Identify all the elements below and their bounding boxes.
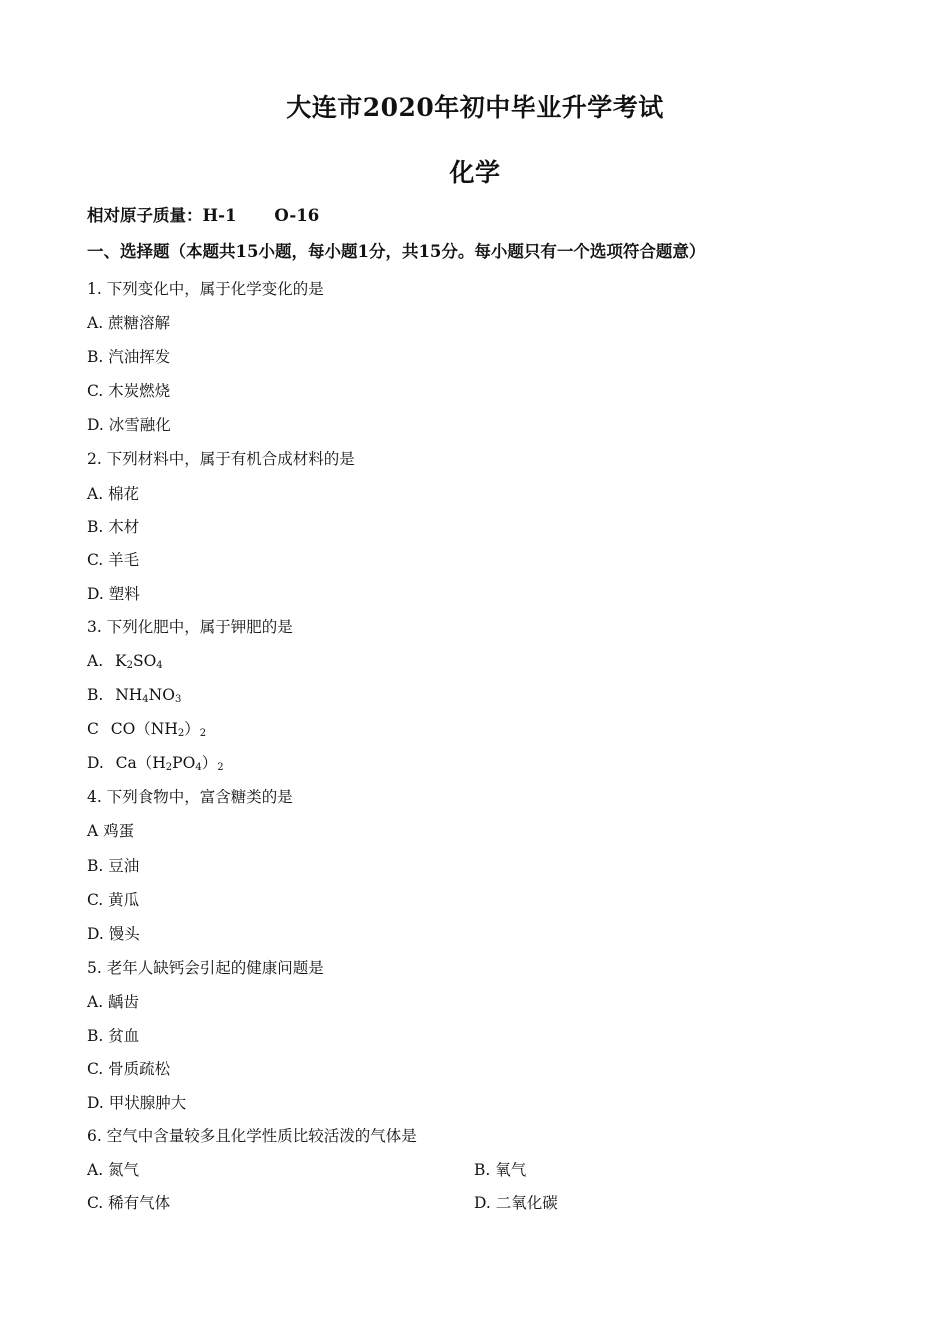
formula-subscript: 4 [142, 694, 149, 705]
question-1-option-a: A. 蔗糖溶解 [87, 314, 171, 332]
formula-part: K [114, 652, 127, 670]
formula-part: CO（NH [110, 720, 178, 738]
question-5-option-a: A. 龋齿 [87, 993, 140, 1011]
exam-title: 大连市2020年初中毕业升学考试 [286, 93, 664, 122]
question-1-option-c: C. 木炭燃烧 [87, 382, 171, 400]
question-6-stem: 6. 空气中含量较多且化学性质比较活泼的气体是 [87, 1127, 417, 1145]
formula-subscript: 2 [199, 728, 207, 739]
formula-part: SO [132, 652, 157, 670]
formula-part: PO [172, 754, 196, 772]
question-3-option-a [87, 651, 163, 671]
question-6-option-c: C. 稀有气体 [87, 1194, 171, 1212]
option-label: D. [87, 754, 104, 772]
formula-subscript: 2 [165, 762, 173, 773]
question-4-stem: 4. 下列食物中，富含糖类的是 [87, 788, 293, 806]
formula-part: NH [115, 686, 143, 704]
question-1-option-d: D. 冰雪融化 [87, 416, 171, 434]
question-4-option-d: D. 馒头 [87, 925, 140, 943]
subject-title: 化学 [449, 158, 501, 187]
formula-part: Ca（H [115, 754, 166, 772]
formula-subscript: 2 [177, 728, 185, 739]
formula-subscript: 2 [217, 762, 224, 773]
formula-part: ） [184, 720, 200, 738]
formula-part: ） [201, 754, 218, 772]
question-4-option-a: A 鸡蛋 [87, 822, 135, 840]
question-3-stem: 3. 下列化肥中，属于钾肥的是 [87, 618, 293, 636]
formula-subscript: 3 [174, 694, 182, 705]
atomic-mass-line [87, 206, 319, 226]
question-6-option-b: B. 氧气 [474, 1161, 527, 1179]
question-6-option-d: D. 二氧化碳 [474, 1194, 558, 1212]
question-5-stem: 5. 老年人缺钙会引起的健康问题是 [87, 959, 324, 977]
question-6-option-a: A. 氮气 [87, 1161, 140, 1179]
formula-part: NO [148, 686, 175, 704]
atomic-mass-o: O-16 [274, 206, 320, 225]
question-2-option-c: C. 羊毛 [87, 551, 140, 569]
option-label: C [87, 720, 99, 738]
option-label: A. [87, 652, 104, 670]
question-4-option-b: B. 豆油 [87, 857, 140, 875]
question-3-option-b [87, 685, 181, 705]
formula-subscript: 4 [156, 660, 163, 671]
formula-subscript: 4 [195, 762, 202, 773]
section-title: 一、选择题（本题共15小题，每小题1分，共15分。每小题只有一个选项符合题意） [87, 242, 706, 261]
atomic-mass-h: 相对原子质量：H-1 [87, 206, 237, 225]
question-2-stem: 2. 下列材料中，属于有机合成材料的是 [87, 450, 355, 468]
question-3-option-c [87, 719, 206, 739]
question-5-option-d: D. 甲状腺肿大 [87, 1094, 187, 1112]
question-5-option-b: B. 贫血 [87, 1027, 140, 1045]
question-1-option-b: B. 汽油挥发 [87, 348, 171, 366]
question-2-option-d: D. 塑料 [87, 585, 140, 603]
formula-subscript: 2 [126, 660, 133, 671]
question-1-stem: 1. 下列变化中，属于化学变化的是 [87, 280, 324, 298]
question-2-option-b: B. 木材 [87, 518, 140, 536]
option-label: B. [87, 686, 104, 704]
question-3-option-d [87, 753, 224, 773]
question-5-option-c: C. 骨质疏松 [87, 1060, 171, 1078]
question-2-option-a: A. 棉花 [87, 485, 140, 503]
question-4-option-c: C. 黄瓜 [87, 891, 140, 909]
